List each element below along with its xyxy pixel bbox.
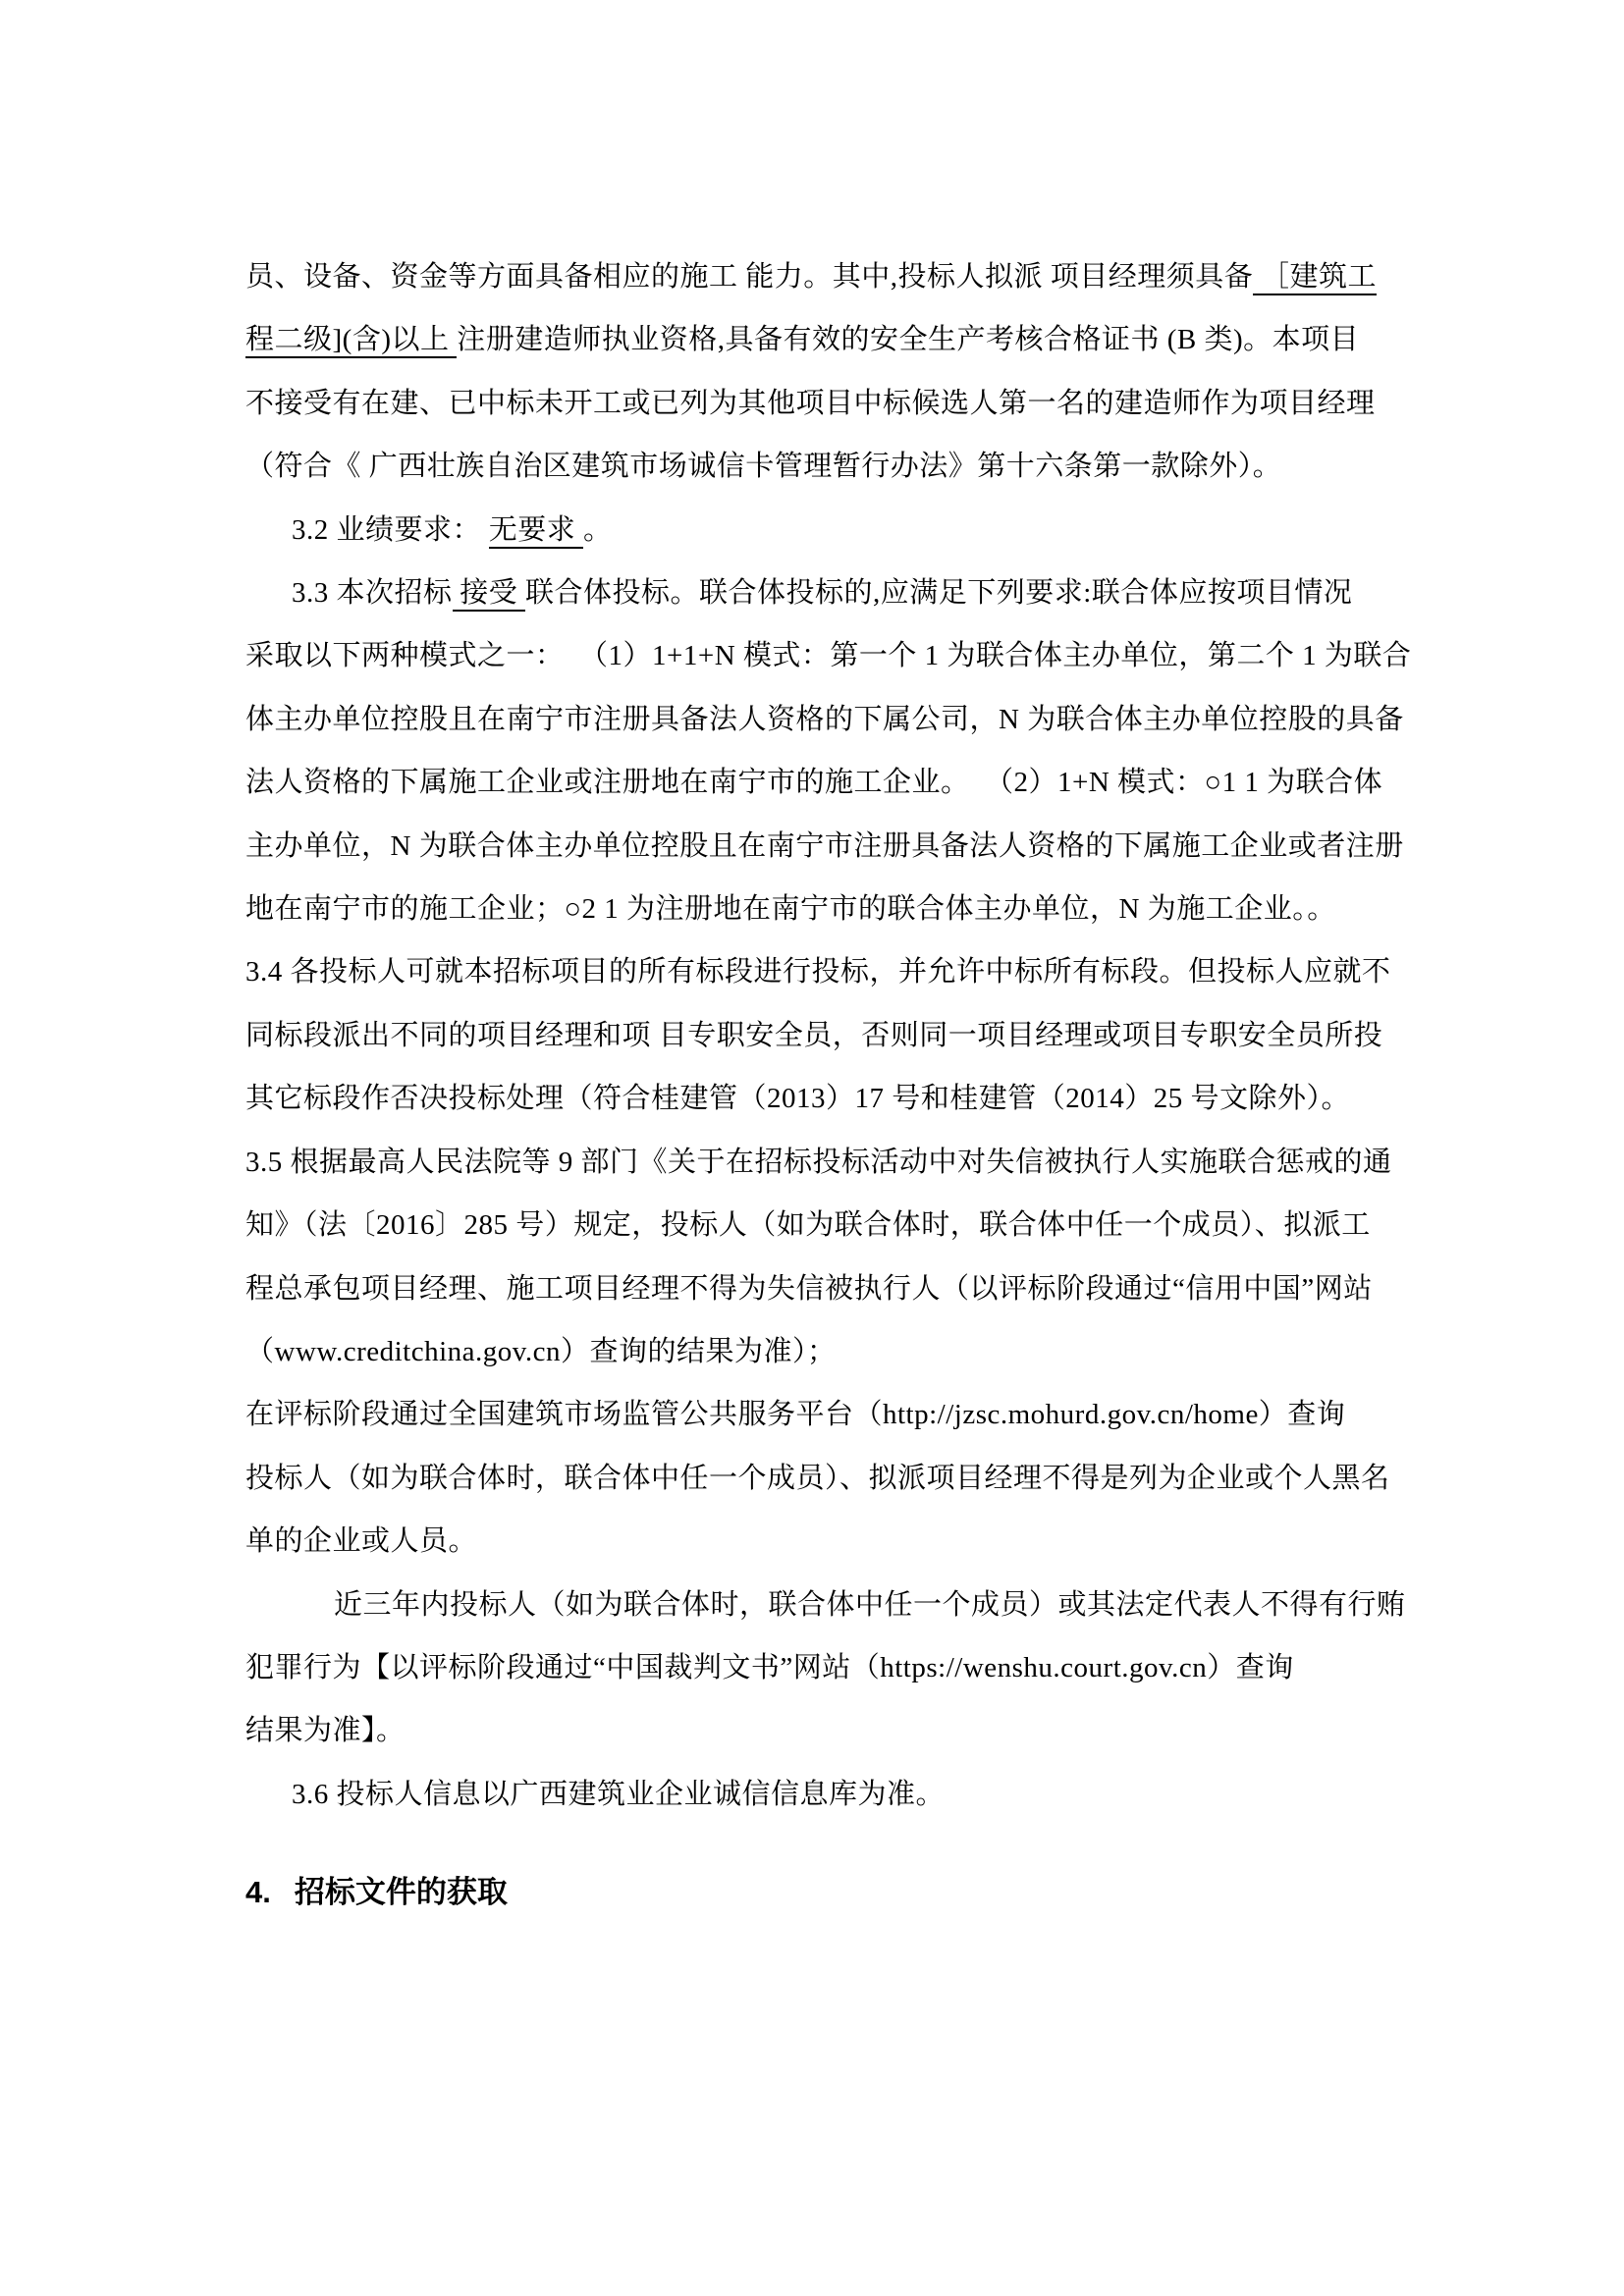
text-segment: 不接受有在建、已中标未开工或已列为其他项目中标候选人第一名的建造师作为项目经理	[245, 387, 1376, 419]
text-segment: 主办单位，N 为联合体主办单位控股且在南宁市注册具备法人资格的下属施工企业或者注册	[245, 829, 1404, 862]
text-segment: 采取以下两种模式之一： （1）1+1+N 模式：第一个 1 为联合体主办单位，第二个 1 为联合	[245, 640, 1412, 672]
text-segment: 3.4 各投标人可就本招标项目的所有标段进行投标，并允许中标所有标段。但投标人应就不	[245, 956, 1391, 988]
text-line	[245, 1383, 1399, 1446]
text-segment: 投标人（如为联合体时，联合体中任一个成员）、拟派项目经理不得是列为企业或个人黑名	[245, 1462, 1390, 1494]
text-line	[245, 878, 1399, 940]
underlined-text: 接受	[453, 577, 526, 612]
text-line	[245, 435, 1399, 498]
text-segment: 3.6 投标人信息以广西建筑业企业诚信信息库为准。	[292, 1778, 946, 1810]
text-segment: 知》（法〔2016〕285 号）规定，投标人（如为联合体时，联合体中任一个成员）、拟派工	[245, 1209, 1371, 1242]
text-line	[245, 1636, 1399, 1699]
text-line	[245, 940, 1399, 1003]
text-line	[245, 499, 1399, 561]
text-line	[245, 751, 1399, 814]
document-body	[245, 245, 1412, 1826]
text-segment: 3.5 根据最高人民法院等 9 部门《关于在招标投标活动中对失信被执行人实施联合惩戒的通	[245, 1146, 1392, 1178]
text-line	[245, 372, 1399, 435]
text-segment: 体主办单位控股且在南宁市注册具备法人资格的下属公司，N 为联合体主办单位控股的具备	[245, 703, 1404, 735]
text-line	[245, 308, 1399, 371]
text-line	[245, 1257, 1399, 1320]
text-line	[245, 561, 1399, 624]
text-segment: 单的企业或人员。	[245, 1525, 478, 1558]
text-segment: 近三年内投标人（如为联合体时，联合体中任一个成员）或其法定代表人不得有行贿	[334, 1588, 1406, 1621]
underlined-text: 无要求	[489, 514, 583, 549]
text-line	[245, 1574, 1406, 1636]
section-heading	[245, 1863, 508, 1922]
text-segment: 联合体投标。联合体投标的,应满足下列要求:联合体应按项目情况	[525, 577, 1353, 610]
section-number: 4.	[245, 1875, 271, 1909]
text-segment: 3.2 业绩要求：	[292, 513, 489, 546]
text-line	[245, 1004, 1399, 1067]
text-line	[245, 1763, 1399, 1826]
text-segment: （符合《 广西壮族自治区建筑市场诚信卡管理暂行办法》第十六条第一款除外）。	[245, 451, 1282, 483]
text-segment: 。	[583, 513, 613, 546]
text-segment: 其它标段作否决投标处理（符合桂建管（2013）17 号和桂建管（2014）25 号文除外）。	[245, 1083, 1351, 1115]
text-segment: 程总承包项目经理、施工项目经理不得为失信被执行人（以评标阶段通过“信用中国”网站	[245, 1272, 1373, 1305]
text-segment: 同标段派出不同的项目经理和项 目专职安全员，否则同一项目经理或项目专职安全员所投	[245, 1019, 1383, 1051]
text-line	[245, 1067, 1399, 1130]
text-segment: 注册建造师执业资格,具备有效的安全生产考核合格证书 (B 类)。本项目	[457, 324, 1360, 356]
text-segment: （www.creditchina.gov.cn）查询的结果为准）；	[245, 1335, 837, 1367]
text-line	[245, 1320, 1399, 1383]
text-segment: 结果为准】。	[245, 1715, 406, 1747]
underlined-text: 程二级](含)以上	[245, 324, 457, 358]
text-line	[245, 245, 1399, 308]
text-line	[245, 1510, 1399, 1573]
text-line	[245, 1447, 1399, 1510]
text-segment: 犯罪行为【以评标阶段通过“中国裁判文书”网站（https://wenshu.court.gov.cn）查询	[245, 1651, 1294, 1683]
underlined-text: ［建筑工	[1253, 261, 1377, 295]
text-line	[245, 688, 1404, 751]
text-line	[245, 1131, 1399, 1194]
section-title: 招标文件的获取	[294, 1875, 508, 1909]
text-line	[245, 1194, 1399, 1256]
text-segment: 员、设备、资金等方面具备相应的施工 能力。其中,投标人拟派 项目经理须具备	[245, 261, 1254, 293]
text-segment: 在评标阶段通过全国建筑市场监管公共服务平台（http://jzsc.mohurd.gov.cn/home）查询	[245, 1399, 1346, 1431]
text-line	[245, 624, 1412, 687]
text-line	[245, 815, 1404, 878]
text-segment: 地在南宁市的施工企业；○2 1 为注册地在南宁市的联合体主办单位，N 为施工企业。。	[245, 893, 1336, 926]
text-line	[245, 1699, 1399, 1762]
text-segment: 法人资格的下属施工企业或注册地在南宁市的施工企业。 （2）1+N 模式：○1 1 为联合体	[245, 767, 1383, 799]
text-segment: 3.3 本次招标	[292, 577, 453, 610]
